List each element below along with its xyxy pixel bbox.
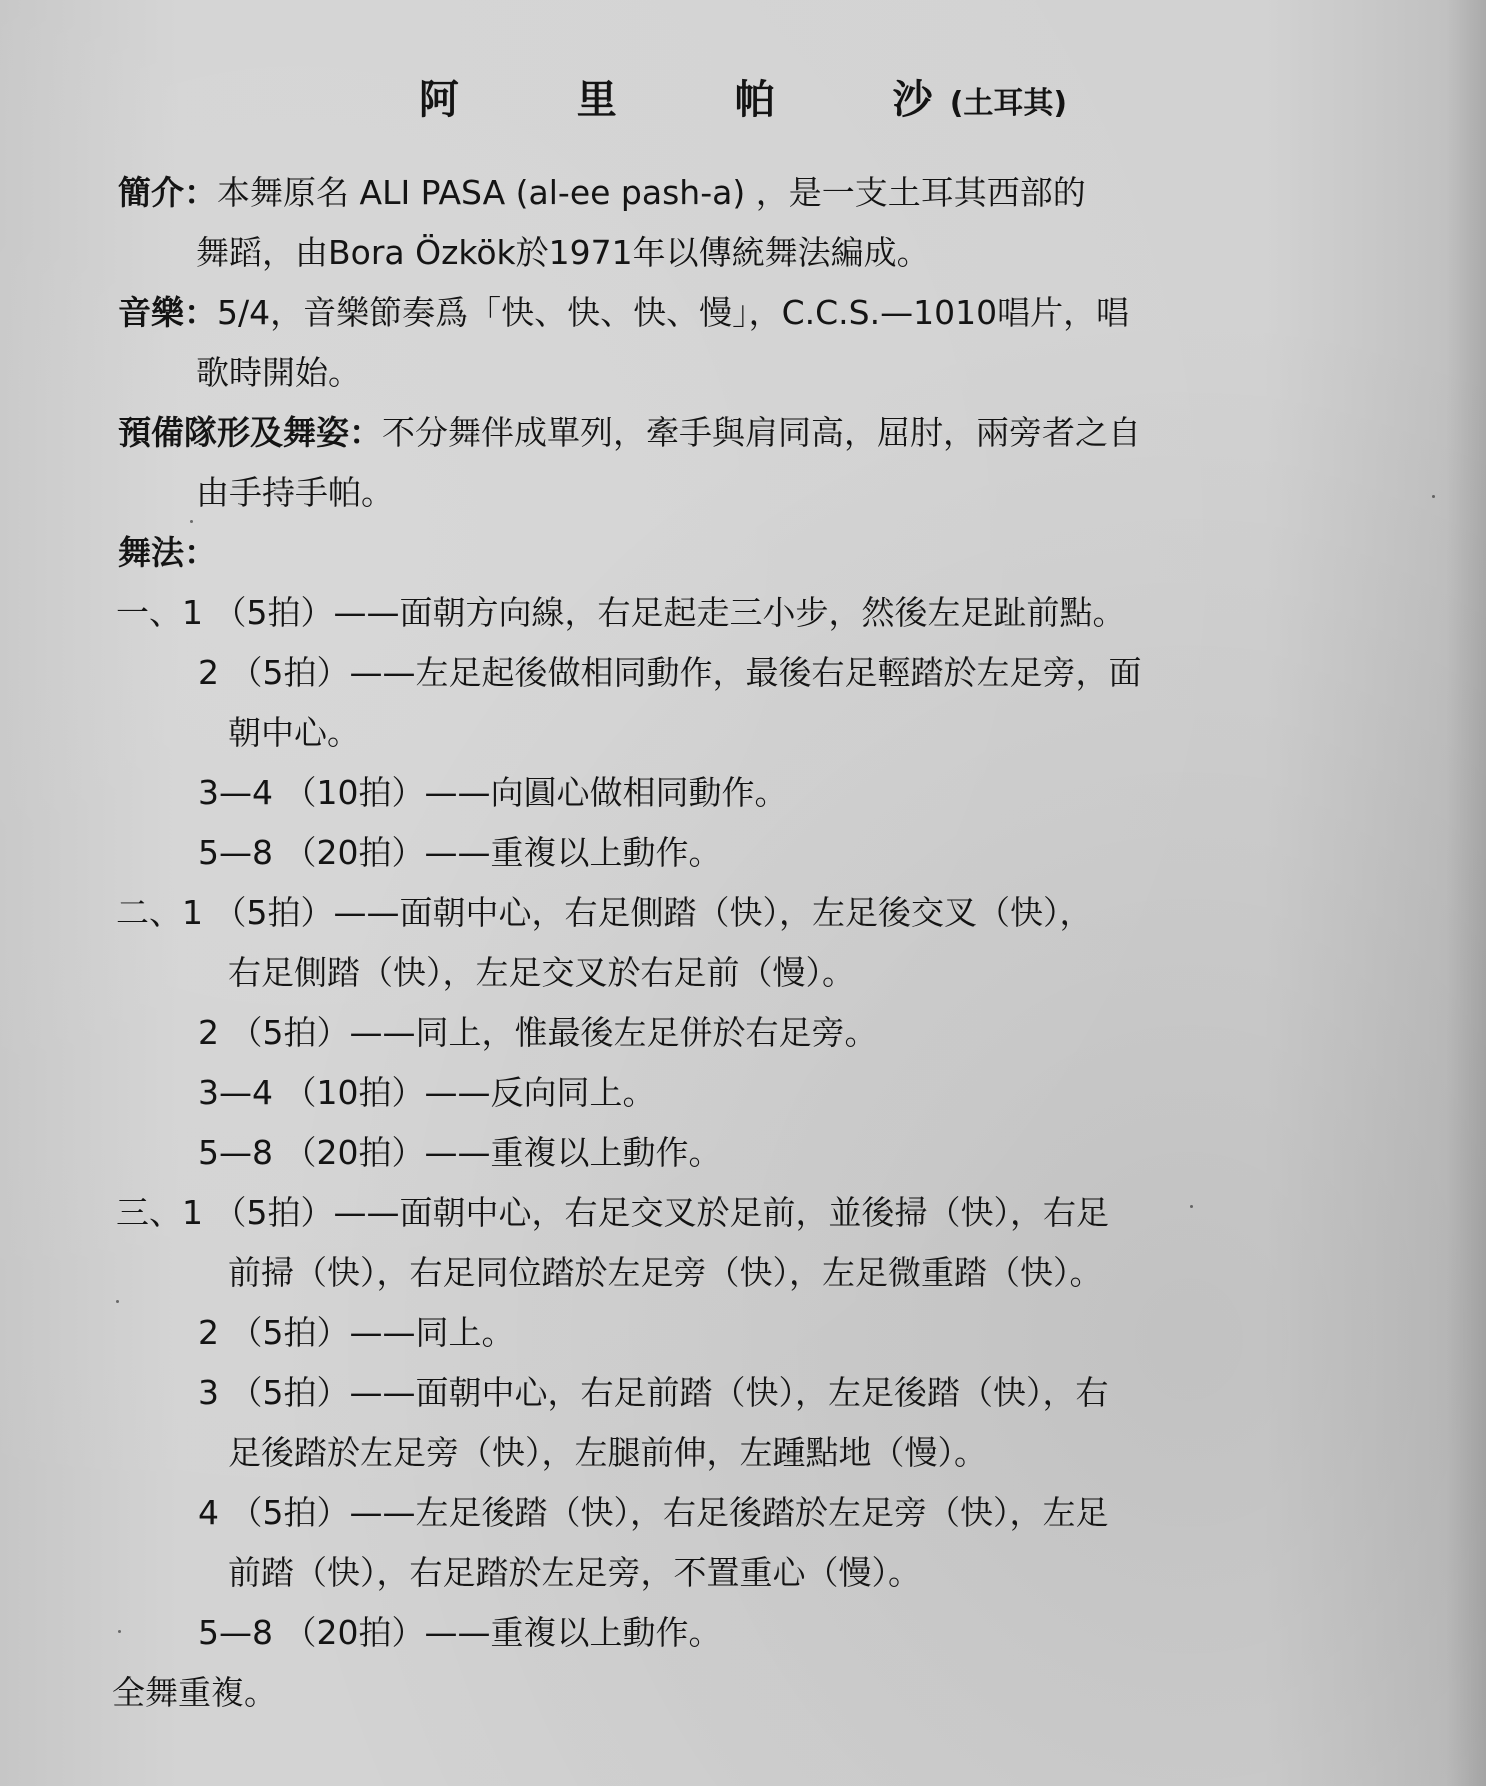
part-1-line-2: 2 （5拍）——左足起後做相同動作，最後右足輕踏於左足旁，面 [198, 653, 1142, 692]
page-edge-shadow [1446, 0, 1486, 1786]
music-line-2: 歌時開始。 [196, 353, 361, 392]
part-3-line-7: 前踏（快），右足踏於左足旁，不置重心（慢）。 [228, 1553, 921, 1592]
part-3-line-8: 5—8 （20拍）——重複以上動作。 [198, 1613, 722, 1652]
ending-line: 全舞重複。 [112, 1673, 277, 1712]
formation-label: 預備隊形及舞姿： [118, 413, 382, 452]
part-1-text-1: 1 （5拍）——面朝方向線，右足起走三小步，然後左足趾前點。 [182, 593, 1126, 632]
music-line-1 [118, 288, 1129, 338]
formation-line-1 [118, 408, 1141, 458]
part-3-line-5: 足後踏於左足旁（快），左腿前伸，左踵點地（慢）。 [228, 1433, 987, 1472]
music-text-1: 5/4，音樂節奏爲「快、快、快、慢」，C.C.S.—1010唱片，唱 [217, 293, 1130, 332]
part-1-line-3: 朝中心。 [228, 713, 360, 752]
print-speckle [190, 520, 193, 523]
part-2-line-2: 右足側踏（快），左足交叉於右足前（慢）。 [228, 953, 855, 992]
print-speckle [116, 1300, 119, 1303]
part-3-line-1 [116, 1188, 1109, 1238]
part-3-line-2: 前掃（快），右足同位踏於左足旁（快），左足微重踏（快）。 [228, 1253, 1103, 1292]
formation-text-1: 不分舞伴成單列，牽手與肩同高，屈肘，兩旁者之自 [382, 413, 1141, 452]
part-3-line-4: 3 （5拍）——面朝中心，右足前踏（快），左足後踏（快），右 [198, 1373, 1109, 1412]
part-2-line-3: 2 （5拍）——同上，惟最後左足併於右足旁。 [198, 1013, 878, 1052]
intro-line-1 [118, 168, 1086, 218]
part-2-line-5: 5—8 （20拍）——重複以上動作。 [198, 1133, 722, 1172]
dance-title: 阿 里 帕 沙 [418, 76, 985, 123]
part-2-line-4: 3—4 （10拍）——反向同上。 [198, 1073, 656, 1112]
part-1-line-1 [116, 588, 1125, 638]
part-3-line-6: 4 （5拍）——左足後踏（快），右足後踏於左足旁（快），左足 [198, 1493, 1109, 1532]
intro-label: 簡介： [118, 173, 217, 212]
part-2-text-1: 1 （5拍）——面朝中心，右足側踏（快），左足後交叉（快）， [182, 893, 1093, 932]
part-3-line-3: 2 （5拍）——同上。 [198, 1313, 515, 1352]
part-1-numeral: 一、 [116, 593, 182, 632]
print-speckle [1432, 495, 1435, 498]
part-1-line-5: 5—8 （20拍）——重複以上動作。 [198, 833, 722, 872]
part-1-line-4: 3—4 （10拍）——向圓心做相同動作。 [198, 773, 788, 812]
music-label: 音樂： [118, 293, 217, 332]
part-3-text-1: 1 （5拍）——面朝中心，右足交叉於足前，並後掃（快），右足 [182, 1193, 1109, 1232]
intro-text-1: 本舞原名 ALI PASA (al-ee pash-a) ，是一支土耳其西部的 [217, 173, 1086, 212]
dance-origin: (土耳其) [949, 86, 1068, 121]
part-2-line-1 [116, 888, 1092, 938]
part-2-numeral: 二、 [116, 893, 182, 932]
part-3-numeral: 三、 [116, 1193, 182, 1232]
title-row [0, 68, 1486, 125]
steps-label: 舞法： [118, 533, 217, 572]
formation-line-2: 由手持手帕。 [196, 473, 394, 512]
print-speckle [1190, 1205, 1193, 1208]
intro-line-2: 舞蹈，由Bora Özkök於1971年以傳統舞法編成。 [196, 233, 930, 272]
print-speckle [118, 1630, 121, 1633]
